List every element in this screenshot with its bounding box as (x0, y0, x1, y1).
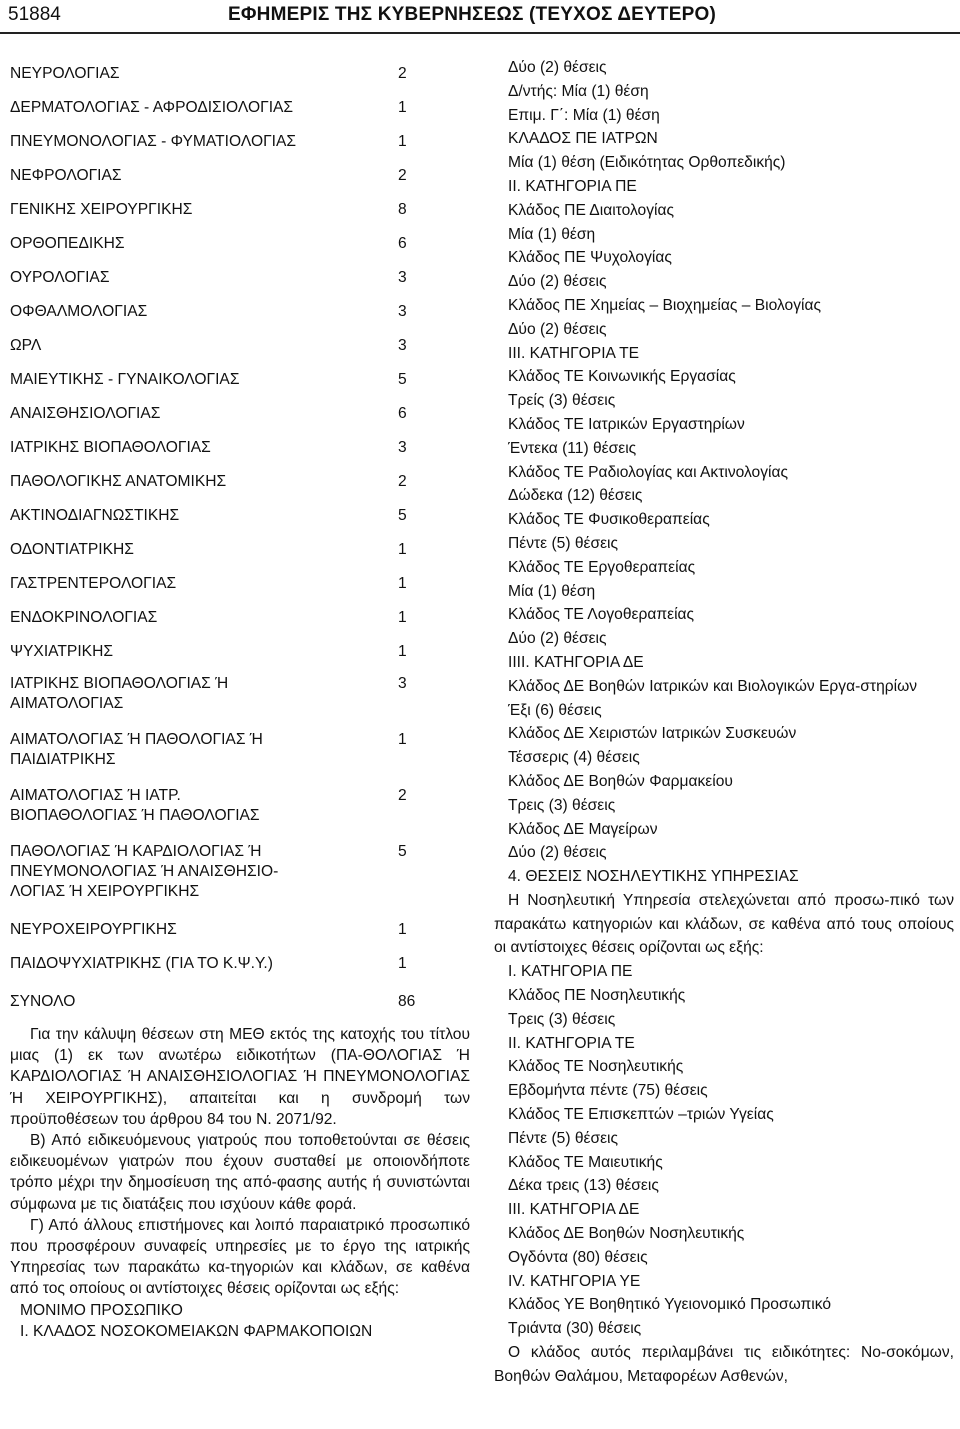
specialty-name-line: ΠΝΕΥΜΟΝΟΛΟΓΙΑΣ Ή ΑΝΑΙΣΘΗΣΙΟ- (10, 863, 279, 880)
position-count: 1 (398, 609, 407, 626)
list-item: Κλάδος ΔΕ Βοηθών Νοσηλευτικής (508, 1225, 745, 1243)
paragraph-c: Γ) Από άλλους επιστήμονες και λοιπό παραιατρικό προσωπικό που προσφέρουν συναφείς υπηρεσίες με το έργο της ιατρικής Υπηρεσίας των παρακάτω κα-τηγοριών και κλάδων, σε καθένα από τος οποίους οι αντίστοιχες θέσεις ορίζονται ως εξής: (10, 1216, 470, 1298)
position-count: 1 (398, 731, 407, 748)
specialty-name: ΟΡΘΟΠΕΔΙΚΗΣ (10, 235, 125, 252)
table-row (0, 912, 480, 946)
specialty-name: ΟΔΟΝΤΙΑΤΡΙΚΗΣ (10, 541, 134, 558)
list-item: Πέντε (5) θέσεις (508, 1129, 619, 1147)
page-number: 51884 (8, 4, 61, 25)
specialty-name (10, 730, 370, 770)
table-row (0, 946, 480, 980)
specialty-name: ΕΝΔΟΚΡΙΝΟΛΟΓΙΑΣ (10, 609, 158, 626)
total-value: 86 (398, 993, 416, 1010)
list-item: Τριάντα (30) θέσεις (508, 1320, 642, 1338)
table-row (0, 396, 480, 430)
position-count: 1 (398, 541, 407, 558)
list-item: 4. ΘΕΣΕΙΣ ΝΟΣΗΛΕΥΤΙΚΗΣ ΥΠΗΡΕΣΙΑΣ (508, 868, 799, 886)
specialty-name: ΝΕΦΡΟΛΟΓΙΑΣ (10, 167, 122, 184)
table-row (0, 192, 480, 226)
list-item: Κλάδος ΤΕ Εργοθεραπείας (508, 558, 696, 576)
specialty-name (10, 674, 370, 714)
position-count: 3 (398, 439, 407, 456)
table-row (0, 668, 480, 724)
list-item: Κλάδος ΠΕ Διαιτολογίας (508, 201, 675, 219)
left-column (0, 56, 480, 1342)
position-count: 2 (398, 787, 407, 804)
position-count: 3 (398, 337, 407, 354)
specialty-name-line: ΙΑΤΡΙΚΗΣ ΒΙΟΠΑΘΟΛΟΓΙΑΣ Ή (10, 675, 229, 692)
position-count: 1 (398, 575, 407, 592)
list-item: Εβδομήντα πέντε (75) θέσεις (508, 1082, 708, 1100)
list-item: Τρεις (3) θέσεις (508, 1010, 616, 1028)
list-item: Κλάδος ΔΕ Βοηθών Φαρμακείου (508, 772, 733, 790)
specialty-name: ΠΝΕΥΜΟΝΟΛΟΓΙΑΣ - ΦΥΜΑΤΙΟΛΟΓΙΑΣ (10, 133, 297, 150)
specialty-name-line: ΠΑΙΔΙΑΤΡΙΚΗΣ (10, 751, 116, 768)
table-row (0, 532, 480, 566)
specialty-name: ΔΕΡΜΑΤΟΛΟΓΙΑΣ - ΑΦΡΟΔΙΣΙΟΛΟΓΙΑΣ (10, 99, 294, 116)
pharmacists-branch-heading: Ι. ΚΛΑΔΟΣ ΝΟΣΟΚΟΜΕΙΑΚΩΝ ΦΑΡΜΑΚΟΠΟΙΩΝ (20, 1322, 373, 1340)
list-item: Ογδόντα (80) θέσεις (508, 1248, 648, 1266)
position-count: 1 (398, 955, 407, 972)
list-item: ΙΙΙ. ΚΑΤΗΓΟΡΙΑ ΤΕ (508, 344, 640, 362)
list-item: Τρείς (3) θέσεις (508, 392, 616, 410)
specialty-name (10, 842, 340, 902)
table-row (0, 724, 480, 780)
paragraph-nursing: Η Νοσηλευτική Υπηρεσία στελεχώνεται από προσω-πικό των παρακάτω κατηγοριών και κλάδων, σε καθένα από τους οποίους οι αντίστοιχες θέσεις ορίζονται ως εξής: (494, 891, 954, 957)
list-item: Τρεις (3) θέσεις (508, 796, 616, 814)
paragraph-b: Β) Από ειδικευόμενους γιατρούς που τοποθετούνται σε θέσεις ειδικευομένων γιατρών που έχουν συσταθεί με οποιονδήποτε τρόπο μέχρι την δημοσίευση της από-φασης αυτής ή συνιστώνται σύμφωνα με τις διατάξεις που ισχύουν κάθε φορά. (10, 1132, 470, 1213)
total-row (0, 984, 480, 1018)
table-row (0, 90, 480, 124)
specialty-name-line: ΑΙΜΑΤΟΛΟΓΙΑΣ (10, 695, 124, 712)
paragraph-last: Ο κλάδος αυτός περιλαμβάνει τις ειδικότητες: Νο-σοκόμων, Βοηθών Θαλάμου, Μεταφορέων Ασθενών, (494, 1344, 954, 1385)
position-count: 2 (398, 65, 407, 82)
list-item: Κλάδος ΤΕ Νοσηλευτικής (508, 1058, 684, 1076)
journal-title: ΕΦΗΜΕΡΙΣ ΤΗΣ ΚΥΒΕΡΝΗΣΕΩΣ (ΤΕΥΧΟΣ ΔΕΥΤΕΡΟ) (228, 4, 716, 25)
list-item: Κλάδος ΥΕ Βοηθητικό Υγειονομικό Προσωπικό (508, 1296, 832, 1314)
positions-list-a (494, 56, 960, 675)
list-item: Ι. ΚΑΤΗΓΟΡΙΑ ΠΕ (508, 963, 633, 981)
list-item: Κλάδος ΔΕ Χειριστών Ιατρικών Συσκευών (508, 725, 797, 743)
table-row (0, 566, 480, 600)
position-count: 1 (398, 99, 407, 116)
list-item: Τέσσερις (4) θέσεις (508, 749, 640, 767)
table-row (0, 430, 480, 464)
header-rule (0, 32, 960, 34)
list-item: Δύο (2) θέσεις (508, 320, 607, 338)
table-row (0, 56, 480, 90)
specialties-multiline-rows (0, 668, 480, 912)
position-count: 5 (398, 371, 407, 388)
table-row (0, 780, 480, 836)
table-row (0, 328, 480, 362)
list-item: Δέκα τρεις (13) θέσεις (508, 1177, 659, 1195)
list-item: Κλάδος ΔΕ Μαγείρων (508, 820, 658, 838)
page-header (0, 0, 960, 36)
specialty-name: ΠΑΘΟΛΟΓΙΚΗΣ ΑΝΑΤΟΜΙΚΗΣ (10, 473, 227, 490)
list-item: Δ/ντής: Μία (1) θέση (508, 82, 649, 100)
specialty-name: ΩΡΛ (10, 337, 42, 354)
specialty-name: ΓΑΣΤΡΕΝΤΕΡΟΛΟΓΙΑΣ (10, 575, 177, 592)
position-count: 3 (398, 303, 407, 320)
positions-list-b (494, 699, 960, 889)
specialty-name-line: ΑΙΜΑΤΟΛΟΓΙΑΣ Ή ΙΑΤΡ. (10, 787, 181, 804)
specialty-name: ΟΦΘΑΛΜΟΛΟΓΙΑΣ (10, 303, 148, 320)
table-row (0, 158, 480, 192)
position-count: 3 (398, 675, 407, 692)
position-count: 2 (398, 473, 407, 490)
position-count: 1 (398, 921, 407, 938)
positions-list-c (494, 960, 960, 1341)
list-item: Κλάδος ΤΕ Φυσικοθεραπείας (508, 511, 710, 529)
list-item: Κλάδος ΠΕ Νοσηλευτικής (508, 987, 686, 1005)
list-item: Δύο (2) θέσεις (508, 844, 607, 862)
permanent-staff-heading: ΜΟΝΙΜΟ ΠΡΟΣΩΠΙΚΟ (20, 1301, 183, 1319)
list-item: Μία (1) θέση (Ειδικότητας Ορθοπεδικής) (508, 154, 786, 172)
position-count: 3 (398, 269, 407, 286)
list-item: Κλάδος ΠΕ Ψυχολογίας (508, 249, 672, 267)
list-item: ΙΙΙ. ΚΑΤΗΓΟΡΙΑ ΔΕ (508, 1201, 640, 1219)
specialty-name: ΓΕΝΙΚΗΣ ΧΕΙΡΟΥΡΓΙΚΗΣ (10, 201, 193, 218)
right-column (494, 56, 960, 1389)
specialty-name: ΙΑΤΡΙΚΗΣ ΒΙΟΠΑΘΟΛΟΓΙΑΣ (10, 439, 211, 456)
list-item: Μία (1) θέση (508, 225, 596, 243)
specialty-name-line: ΠΑΘΟΛΟΓΙΑΣ Ή ΚΑΡΔΙΟΛΟΓΙΑΣ Ή (10, 843, 262, 860)
list-item: Έντεκα (11) θέσεις (508, 439, 637, 457)
paragraph-icu: Για την κάλυψη θέσεων στη ΜΕΘ εκτός της κατοχής του τίτλου μιας (1) εκ των ανωτέρω ειδικοτήτων (ΠΑ-ΘΟΛΟΓΙΑΣ Ή ΚΑΡΔΙΟΛΟΓΙΑΣ Ή ΑΝΑΙΣΘΗΣΙΟΛΟΓΙΑΣ Ή ΠΝΕΥΜΟΝΟΛΟΓΙΑΣ Ή ΧΕΙΡΟΥΡΓΙΚΗΣ), απαιτείται και η συνδρομή των προϋποθέσεων του άρθρου 84 του Ν. 2071/92. (10, 1026, 470, 1128)
table-row (0, 464, 480, 498)
list-item: Επιμ. Γ΄: Μία (1) θέση (508, 106, 660, 124)
list-item: Έξι (6) θέσεις (508, 701, 602, 719)
list-item: ΙΙΙΙ. ΚΑΤΗΓΟΡΙΑ ΔΕ (508, 653, 644, 671)
specialty-name-line: ΛΟΓΙΑΣ Ή ΧΕΙΡΟΥΡΓΙΚΗΣ (10, 883, 200, 900)
specialty-name: ΝΕΥΡΟΛΟΓΙΑΣ (10, 65, 120, 82)
table-row (0, 294, 480, 328)
list-item: Δύο (2) θέσεις (508, 630, 607, 648)
table-row (0, 226, 480, 260)
list-item: Κλάδος ΤΕ Μαιευτικής (508, 1153, 663, 1171)
specialty-name: ΝΕΥΡΟΧΕΙΡΟΥΡΓΙΚΗΣ (10, 921, 177, 938)
position-count: 2 (398, 167, 407, 184)
list-item: Πέντε (5) θέσεις (508, 534, 619, 552)
list-item: ΙΙ. ΚΑΤΗΓΟΡΙΑ ΤΕ (508, 1034, 635, 1052)
table-row (0, 836, 480, 912)
list-item: Μία (1) θέση (508, 582, 596, 600)
specialty-name: ΜΑΙΕΥΤΙΚΗΣ - ΓΥΝΑΙΚΟΛΟΓΙΑΣ (10, 371, 240, 388)
table-row (0, 362, 480, 396)
position-count: 5 (398, 507, 407, 524)
list-item: Δώδεκα (12) θέσεις (508, 487, 643, 505)
table-row (0, 634, 480, 668)
table-row (0, 498, 480, 532)
table-row (0, 124, 480, 158)
specialty-name-line: ΑΙΜΑΤΟΛΟΓΙΑΣ Ή ΠΑΘΟΛΟΓΙΑΣ Ή (10, 731, 263, 748)
specialties-table (0, 56, 480, 668)
list-item: Δύο (2) θέσεις (508, 273, 607, 291)
table-row (0, 600, 480, 634)
list-item: Κλάδος ΠΕ Χημείας – Βιοχημείας – Βιολογίας (508, 296, 822, 314)
paragraph-de-branch: Κλάδος ΔΕ Βοηθών Ιατρικών και Βιολογικών Εργα-στηρίων (508, 677, 918, 695)
specialty-name: ΠΑΙΔΟΨΥΧΙΑΤΡΙΚΗΣ (ΓΙΑ ΤΟ Κ.Ψ.Υ.) (10, 955, 273, 972)
list-item: ΙΙ. ΚΑΤΗΓΟΡΙΑ ΠΕ (508, 177, 637, 195)
position-count: 6 (398, 235, 407, 252)
position-count: 1 (398, 643, 407, 660)
position-count: 1 (398, 133, 407, 150)
list-item: Κλάδος ΤΕ Επισκεπτών –τριών Υγείας (508, 1106, 774, 1124)
list-item: Κλάδος ΤΕ Κοινωνικής Εργασίας (508, 368, 736, 386)
list-item: Κλάδος ΤΕ Ιατρικών Εργαστηρίων (508, 415, 745, 433)
list-item: Κλάδος ΤΕ Λογοθεραπείας (508, 606, 695, 624)
position-count: 6 (398, 405, 407, 422)
specialty-name: ΑΚΤΙΝΟΔΙΑΓΝΩΣΤΙΚΗΣ (10, 507, 180, 524)
list-item: Δύο (2) θέσεις (508, 59, 607, 76)
total-label: ΣΥΝΟΛΟ (10, 993, 76, 1010)
list-item: ΚΛΑΔΟΣ ΠΕ ΙΑΤΡΩΝ (508, 130, 658, 148)
specialty-name-line: ΒΙΟΠΑΘΟΛΟΓΙΑΣ Ή ΠΑΘΟΛΟΓΙΑΣ (10, 807, 260, 824)
specialties-tail-rows (0, 912, 480, 980)
specialty-name: ΨΥΧΙΑΤΡΙΚΗΣ (10, 643, 113, 660)
table-row (0, 260, 480, 294)
list-item: Κλάδος ΤΕ Ραδιολογίας και Ακτινολογίας (508, 463, 789, 481)
specialty-name: ΟΥΡΟΛΟΓΙΑΣ (10, 269, 110, 286)
specialty-name (10, 786, 370, 826)
position-count: 5 (398, 843, 407, 860)
specialty-name: ΑΝΑΙΣΘΗΣΙΟΛΟΓΙΑΣ (10, 405, 161, 422)
position-count: 8 (398, 201, 407, 218)
list-item: ΙV. ΚΑΤΗΓΟΡΙΑ ΥΕ (508, 1272, 641, 1290)
